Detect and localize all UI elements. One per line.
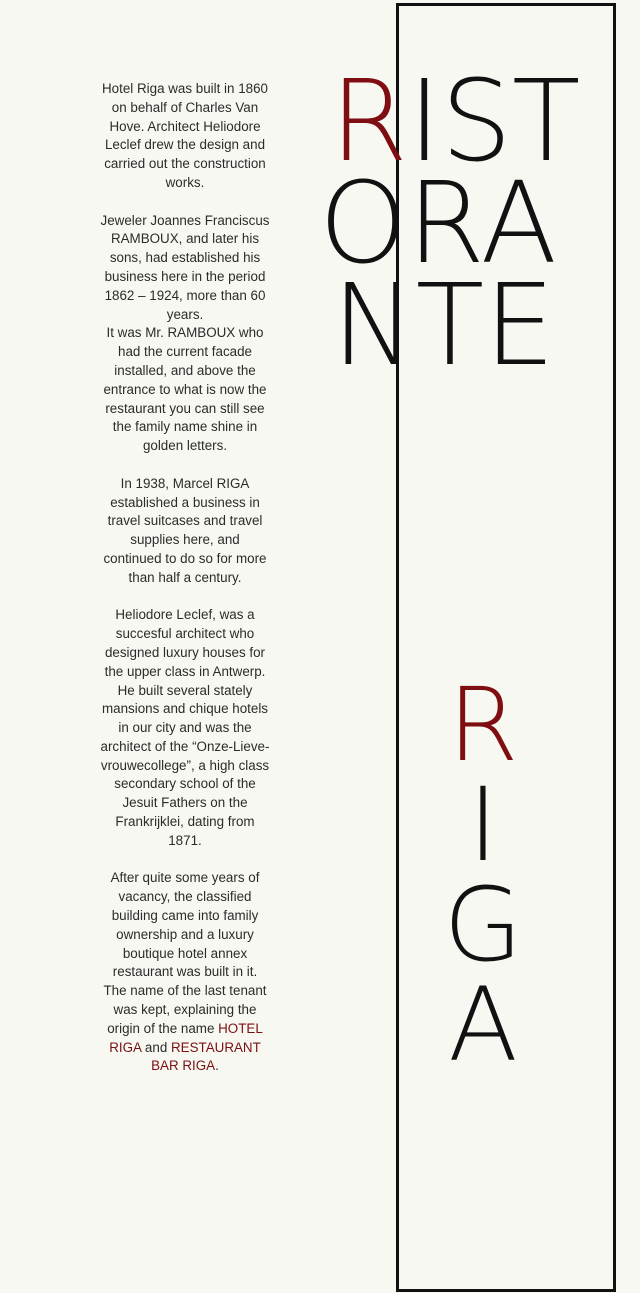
history-paragraph-3: In 1938, Marcel RIGA established a business in travel suitcases and travel supplies here, and continued to do so for more than half a century. bbox=[103, 475, 267, 585]
history-paragraph-4: Heliodore Leclef, was a succesful architect who designed luxury houses for the upper class in Antwerp. He built several stately mansions and chique hotels in our city and was the architect of the “Onze-Lieve-vrouwecollege”, a high class secondary school of the Jesuit Fathers on the Frankrijklei, dating from 1871. bbox=[100, 607, 270, 848]
heading-line-3: NTE bbox=[332, 261, 555, 391]
vertical-letter-g: G bbox=[443, 866, 523, 985]
hotel-riga-name: HOTEL RIGA bbox=[109, 1020, 263, 1055]
vertical-letter-r: R bbox=[447, 666, 519, 785]
heading-line-2: ORA bbox=[319, 159, 558, 289]
history-text-column bbox=[100, 80, 270, 1095]
paragraph-5-and: and bbox=[141, 1039, 171, 1055]
history-paragraph-2b: It was Mr. RAMBOUX who had the current facade installed, and above the entrance to what is now the restaurant you can still see the family name shine in golden letters. bbox=[103, 325, 267, 454]
history-paragraph-1: Hotel Riga was built in 1860 on behalf of Charles Van Hove. Architect Heliodore Leclef drew the design and carried out the construction works. bbox=[102, 81, 268, 190]
history-paragraph-5 bbox=[100, 869, 270, 1076]
heading-red-letter: R bbox=[330, 57, 408, 187]
heading-line-1-rest: IST bbox=[407, 57, 581, 187]
vertical-letter-i: I bbox=[467, 766, 499, 885]
paragraph-5-lead: After quite some years of vacancy, the classified building came into family ownership and a luxury boutique hotel annex restaurant was built in it. The name of the last tenant was kept, explaining the origin of the name bbox=[103, 870, 267, 1036]
history-paragraph-2a: Jeweler Joannes Franciscus RAMBOUX, and later his sons, had established his business here in the period 1862 – 1924, more than 60 years. bbox=[100, 212, 270, 322]
restaurant-bar-riga-name: RESTAURANT BAR RIGA bbox=[151, 1039, 261, 1074]
paragraph-5-end: . bbox=[215, 1058, 219, 1074]
vertical-letter-a: A bbox=[448, 966, 518, 1085]
